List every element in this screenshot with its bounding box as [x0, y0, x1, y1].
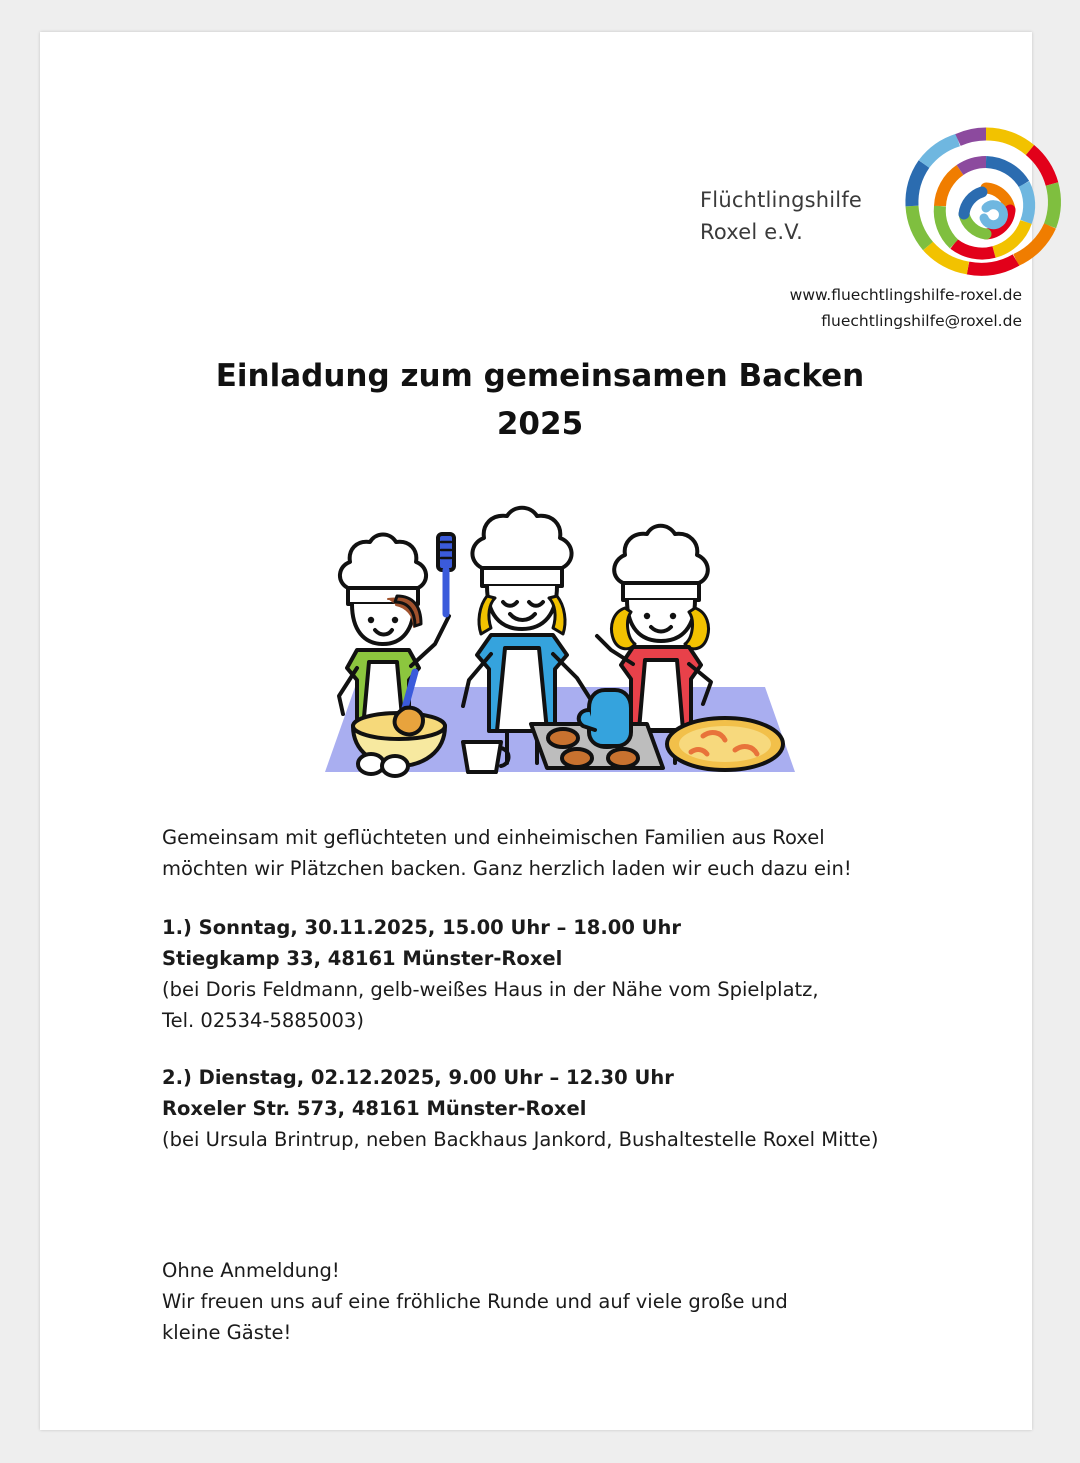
page-title — [120, 352, 960, 448]
event-1-note-line1: (bei Doris Feldmann, gelb-weißes Haus in der Nähe vom Spielplatz, — [162, 978, 819, 1001]
page-title-line2: 2025 — [496, 406, 584, 442]
organization-name-line1: Flüchtlingshilfe — [700, 188, 863, 212]
organization-name-line2: Roxel e.V. — [700, 220, 803, 244]
event-2 — [162, 1062, 962, 1155]
intro-line2: möchten wir Plätzchen backen. Ganz herzlich laden wir euch dazu ein! — [162, 857, 852, 880]
bakers-illustration — [295, 472, 825, 832]
intro-line1: Gemeinsam mit geflüchteten und einheimischen Familien aus Roxel — [162, 826, 825, 849]
closing-line1: Ohne Anmeldung! — [162, 1259, 340, 1282]
closing-paragraph — [162, 1255, 962, 1348]
event-1-datetime: 1.) Sonntag, 30.11.2025, 15.00 Uhr – 18.00 Uhr — [162, 916, 682, 939]
spacer — [162, 1181, 962, 1255]
poster-sheet — [40, 32, 1032, 1430]
event-1-note-line2: Tel. 02534-5885003) — [162, 1009, 364, 1032]
event-1 — [162, 912, 962, 1036]
closing-line2: Wir freuen uns auf eine fröhliche Runde und auf viele große und — [162, 1290, 788, 1313]
event-2-datetime: 2.) Dienstag, 02.12.2025, 9.00 Uhr – 12.30 Uhr — [162, 1066, 674, 1089]
spiral-logo-icon — [890, 122, 1080, 282]
email-link[interactable]: fluechtlingshilfe@roxel.de — [821, 312, 1022, 330]
intro-paragraph — [162, 822, 962, 884]
header-block — [700, 84, 1022, 334]
event-2-address: Roxeler Str. 573, 48161 Münster-Roxel — [162, 1097, 587, 1120]
organization-name — [700, 184, 880, 248]
website-link[interactable]: www.fluechtlingshilfe-roxel.de — [789, 286, 1022, 304]
closing-line3: kleine Gäste! — [162, 1321, 292, 1344]
event-1-address: Stiegkamp 33, 48161 Münster-Roxel — [162, 947, 563, 970]
page-title-line1: Einladung zum gemeinsamen Backen — [215, 358, 865, 394]
contact-block — [742, 282, 1022, 334]
event-2-note-line1: (bei Ursula Brintrup, neben Backhaus Jankord, Bushaltestelle Roxel Mitte) — [162, 1128, 879, 1151]
body-text — [162, 822, 962, 1368]
